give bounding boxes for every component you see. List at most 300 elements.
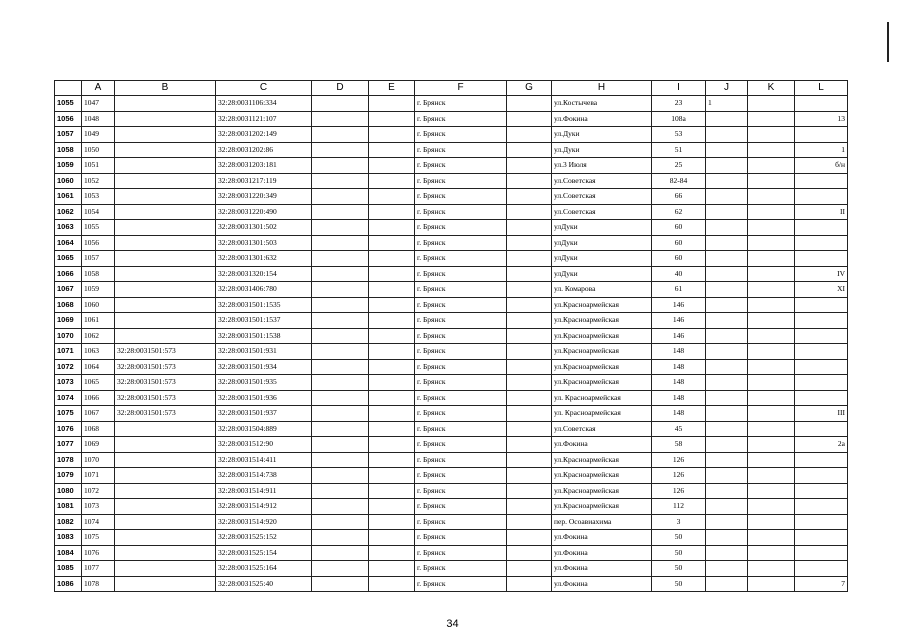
cell-d[interactable] — [312, 375, 369, 391]
cell-c[interactable]: 32:28:0031501:936 — [216, 390, 312, 406]
column-header-i[interactable]: I — [652, 81, 706, 96]
cell-h[interactable]: улДуки — [552, 251, 652, 267]
cell-i[interactable]: 23 — [652, 96, 706, 112]
cell-l[interactable]: 1 — [795, 142, 848, 158]
cell-d[interactable] — [312, 158, 369, 174]
cell-h[interactable]: улДуки — [552, 220, 652, 236]
cell-i[interactable]: 126 — [652, 468, 706, 484]
row-header[interactable]: 1086 — [55, 576, 82, 592]
cell-e[interactable] — [369, 266, 415, 282]
cell-b[interactable]: 32:28:0031501:573 — [115, 359, 216, 375]
cell-d[interactable] — [312, 421, 369, 437]
cell-d[interactable] — [312, 282, 369, 298]
cell-k[interactable] — [748, 328, 795, 344]
cell-d[interactable] — [312, 359, 369, 375]
cell-h[interactable]: ул.Красноармейская — [552, 344, 652, 360]
row-header[interactable]: 1081 — [55, 499, 82, 515]
cell-b[interactable] — [115, 173, 216, 189]
cell-h[interactable]: ул.Красноармейская — [552, 468, 652, 484]
cell-d[interactable] — [312, 406, 369, 422]
cell-d[interactable] — [312, 576, 369, 592]
cell-i[interactable]: 40 — [652, 266, 706, 282]
cell-l[interactable] — [795, 328, 848, 344]
cell-j[interactable] — [706, 406, 748, 422]
cell-e[interactable] — [369, 251, 415, 267]
cell-g[interactable] — [507, 437, 552, 453]
cell-j[interactable] — [706, 375, 748, 391]
cell-d[interactable] — [312, 111, 369, 127]
cell-c[interactable]: 32:28:0031301:503 — [216, 235, 312, 251]
cell-k[interactable] — [748, 545, 795, 561]
cell-e[interactable] — [369, 127, 415, 143]
cell-i[interactable]: 50 — [652, 530, 706, 546]
cell-h[interactable]: ул. Красноармейская — [552, 406, 652, 422]
cell-b[interactable] — [115, 499, 216, 515]
row-header[interactable]: 1080 — [55, 483, 82, 499]
cell-c[interactable]: 32:28:0031121:107 — [216, 111, 312, 127]
cell-g[interactable] — [507, 483, 552, 499]
cell-c[interactable]: 32:28:0031501:1537 — [216, 313, 312, 329]
row-header[interactable]: 1074 — [55, 390, 82, 406]
cell-i[interactable]: 60 — [652, 251, 706, 267]
cell-g[interactable] — [507, 499, 552, 515]
column-header-k[interactable]: K — [748, 81, 795, 96]
cell-b[interactable] — [115, 483, 216, 499]
cell-b[interactable] — [115, 452, 216, 468]
cell-h[interactable]: ул.Советская — [552, 204, 652, 220]
cell-i[interactable]: 146 — [652, 328, 706, 344]
cell-c[interactable]: 32:28:0031501:934 — [216, 359, 312, 375]
cell-k[interactable] — [748, 499, 795, 515]
cell-i[interactable]: 50 — [652, 545, 706, 561]
row-header[interactable]: 1066 — [55, 266, 82, 282]
cell-k[interactable] — [748, 514, 795, 530]
cell-j[interactable] — [706, 127, 748, 143]
cell-e[interactable] — [369, 468, 415, 484]
column-header-b[interactable]: B — [115, 81, 216, 96]
cell-j[interactable]: 1 — [706, 96, 748, 112]
cell-g[interactable] — [507, 359, 552, 375]
cell-e[interactable] — [369, 96, 415, 112]
cell-b[interactable]: 32:28:0031501:573 — [115, 406, 216, 422]
cell-k[interactable] — [748, 266, 795, 282]
cell-l[interactable] — [795, 220, 848, 236]
cell-b[interactable] — [115, 530, 216, 546]
cell-b[interactable]: 32:28:0031501:573 — [115, 344, 216, 360]
cell-c[interactable]: 32:28:0031501:1538 — [216, 328, 312, 344]
cell-h[interactable]: ул.Красноармейская — [552, 483, 652, 499]
cell-g[interactable] — [507, 406, 552, 422]
cell-b[interactable] — [115, 437, 216, 453]
cell-b[interactable] — [115, 468, 216, 484]
cell-j[interactable] — [706, 514, 748, 530]
cell-l[interactable] — [795, 313, 848, 329]
cell-k[interactable] — [748, 220, 795, 236]
cell-g[interactable] — [507, 251, 552, 267]
cell-b[interactable] — [115, 297, 216, 313]
cell-b[interactable] — [115, 421, 216, 437]
cell-j[interactable] — [706, 499, 748, 515]
cell-g[interactable] — [507, 189, 552, 205]
row-header[interactable]: 1062 — [55, 204, 82, 220]
cell-j[interactable] — [706, 313, 748, 329]
cell-i[interactable]: 146 — [652, 297, 706, 313]
cell-c[interactable]: 32:28:0031406:780 — [216, 282, 312, 298]
cell-k[interactable] — [748, 282, 795, 298]
cell-b[interactable]: 32:28:0031501:573 — [115, 390, 216, 406]
cell-a[interactable]: 1060 — [82, 297, 115, 313]
column-header-d[interactable]: D — [312, 81, 369, 96]
cell-i[interactable]: 82-84 — [652, 173, 706, 189]
cell-j[interactable] — [706, 359, 748, 375]
cell-c[interactable]: 32:28:0031202:86 — [216, 142, 312, 158]
cell-f[interactable]: г. Брянск — [415, 390, 507, 406]
cell-l[interactable] — [795, 483, 848, 499]
cell-l[interactable] — [795, 545, 848, 561]
cell-b[interactable] — [115, 514, 216, 530]
cell-a[interactable]: 1058 — [82, 266, 115, 282]
cell-d[interactable] — [312, 96, 369, 112]
cell-i[interactable]: 53 — [652, 127, 706, 143]
cell-a[interactable]: 1076 — [82, 545, 115, 561]
cell-h[interactable]: ул.Фокина — [552, 111, 652, 127]
cell-g[interactable] — [507, 530, 552, 546]
cell-l[interactable] — [795, 561, 848, 577]
cell-h[interactable]: ул. Красноармейская — [552, 390, 652, 406]
cell-b[interactable] — [115, 576, 216, 592]
cell-b[interactable] — [115, 251, 216, 267]
cell-h[interactable]: ул.Фокина — [552, 530, 652, 546]
row-header[interactable]: 1070 — [55, 328, 82, 344]
cell-j[interactable] — [706, 545, 748, 561]
cell-g[interactable] — [507, 421, 552, 437]
cell-f[interactable]: г. Брянск — [415, 313, 507, 329]
cell-a[interactable]: 1059 — [82, 282, 115, 298]
cell-c[interactable]: 32:28:0031525:152 — [216, 530, 312, 546]
cell-i[interactable]: 50 — [652, 576, 706, 592]
row-header[interactable]: 1068 — [55, 297, 82, 313]
cell-f[interactable]: г. Брянск — [415, 375, 507, 391]
cell-a[interactable]: 1047 — [82, 96, 115, 112]
cell-g[interactable] — [507, 220, 552, 236]
cell-b[interactable] — [115, 111, 216, 127]
cell-l[interactable]: б/н — [795, 158, 848, 174]
cell-i[interactable]: 148 — [652, 406, 706, 422]
cell-b[interactable] — [115, 545, 216, 561]
cell-g[interactable] — [507, 328, 552, 344]
row-header[interactable]: 1061 — [55, 189, 82, 205]
cell-j[interactable] — [706, 468, 748, 484]
cell-i[interactable]: 51 — [652, 142, 706, 158]
cell-b[interactable] — [115, 313, 216, 329]
cell-g[interactable] — [507, 96, 552, 112]
row-header[interactable]: 1071 — [55, 344, 82, 360]
cell-j[interactable] — [706, 344, 748, 360]
cell-g[interactable] — [507, 313, 552, 329]
cell-k[interactable] — [748, 204, 795, 220]
cell-g[interactable] — [507, 561, 552, 577]
cell-c[interactable]: 32:28:0031514:411 — [216, 452, 312, 468]
cell-h[interactable]: ул.Красноармейская — [552, 375, 652, 391]
cell-h[interactable]: ул.Красноармейская — [552, 297, 652, 313]
cell-i[interactable]: 58 — [652, 437, 706, 453]
column-header-e[interactable]: E — [369, 81, 415, 96]
row-header[interactable]: 1064 — [55, 235, 82, 251]
cell-h[interactable]: ул.Фокина — [552, 561, 652, 577]
cell-f[interactable]: г. Брянск — [415, 452, 507, 468]
cell-i[interactable]: 126 — [652, 483, 706, 499]
cell-c[interactable]: 32:28:0031301:632 — [216, 251, 312, 267]
row-header[interactable]: 1069 — [55, 313, 82, 329]
cell-e[interactable] — [369, 452, 415, 468]
cell-k[interactable] — [748, 483, 795, 499]
cell-j[interactable] — [706, 483, 748, 499]
row-header[interactable]: 1085 — [55, 561, 82, 577]
cell-b[interactable] — [115, 266, 216, 282]
cell-a[interactable]: 1078 — [82, 576, 115, 592]
cell-i[interactable]: 66 — [652, 189, 706, 205]
cell-a[interactable]: 1067 — [82, 406, 115, 422]
cell-i[interactable]: 25 — [652, 158, 706, 174]
cell-j[interactable] — [706, 561, 748, 577]
cell-f[interactable]: г. Брянск — [415, 468, 507, 484]
cell-b[interactable] — [115, 204, 216, 220]
cell-f[interactable]: г. Брянск — [415, 220, 507, 236]
cell-c[interactable]: 32:28:0031501:935 — [216, 375, 312, 391]
row-header[interactable]: 1057 — [55, 127, 82, 143]
cell-l[interactable] — [795, 530, 848, 546]
cell-k[interactable] — [748, 421, 795, 437]
cell-f[interactable]: г. Брянск — [415, 251, 507, 267]
row-header[interactable]: 1058 — [55, 142, 82, 158]
row-header[interactable]: 1065 — [55, 251, 82, 267]
cell-e[interactable] — [369, 437, 415, 453]
cell-f[interactable]: г. Брянск — [415, 111, 507, 127]
row-header[interactable]: 1084 — [55, 545, 82, 561]
cell-d[interactable] — [312, 328, 369, 344]
cell-i[interactable]: 126 — [652, 452, 706, 468]
cell-l[interactable]: 7 — [795, 576, 848, 592]
cell-k[interactable] — [748, 96, 795, 112]
cell-j[interactable] — [706, 266, 748, 282]
column-header-l[interactable]: L — [795, 81, 848, 96]
cell-k[interactable] — [748, 158, 795, 174]
cell-e[interactable] — [369, 328, 415, 344]
cell-c[interactable]: 32:28:0031203:181 — [216, 158, 312, 174]
cell-d[interactable] — [312, 561, 369, 577]
row-header[interactable]: 1059 — [55, 158, 82, 174]
cell-a[interactable]: 1069 — [82, 437, 115, 453]
cell-d[interactable] — [312, 189, 369, 205]
cell-i[interactable]: 60 — [652, 235, 706, 251]
row-header[interactable]: 1073 — [55, 375, 82, 391]
cell-d[interactable] — [312, 468, 369, 484]
cell-f[interactable]: г. Брянск — [415, 406, 507, 422]
cell-j[interactable] — [706, 452, 748, 468]
cell-h[interactable]: ул.Красноармейская — [552, 328, 652, 344]
cell-k[interactable] — [748, 437, 795, 453]
cell-g[interactable] — [507, 344, 552, 360]
cell-g[interactable] — [507, 142, 552, 158]
cell-j[interactable] — [706, 220, 748, 236]
cell-a[interactable]: 1049 — [82, 127, 115, 143]
cell-i[interactable]: 112 — [652, 499, 706, 515]
cell-e[interactable] — [369, 514, 415, 530]
cell-f[interactable]: г. Брянск — [415, 204, 507, 220]
cell-a[interactable]: 1064 — [82, 359, 115, 375]
cell-a[interactable]: 1054 — [82, 204, 115, 220]
cell-b[interactable] — [115, 235, 216, 251]
cell-a[interactable]: 1050 — [82, 142, 115, 158]
column-header-g[interactable]: G — [507, 81, 552, 96]
cell-f[interactable]: г. Брянск — [415, 576, 507, 592]
cell-g[interactable] — [507, 111, 552, 127]
cell-j[interactable] — [706, 142, 748, 158]
cell-f[interactable]: г. Брянск — [415, 545, 507, 561]
row-header[interactable]: 1063 — [55, 220, 82, 236]
cell-l[interactable]: III — [795, 406, 848, 422]
cell-h[interactable]: ул.Советская — [552, 173, 652, 189]
cell-g[interactable] — [507, 452, 552, 468]
cell-b[interactable] — [115, 158, 216, 174]
cell-i[interactable]: 148 — [652, 375, 706, 391]
cell-h[interactable]: ул.Красноармейская — [552, 452, 652, 468]
cell-a[interactable]: 1053 — [82, 189, 115, 205]
cell-h[interactable]: ул.Дуки — [552, 127, 652, 143]
cell-c[interactable]: 32:28:0031320:154 — [216, 266, 312, 282]
column-header-j[interactable]: J — [706, 81, 748, 96]
cell-a[interactable]: 1051 — [82, 158, 115, 174]
cell-c[interactable]: 32:28:0031202:149 — [216, 127, 312, 143]
cell-f[interactable]: г. Брянск — [415, 359, 507, 375]
cell-a[interactable]: 1048 — [82, 111, 115, 127]
cell-k[interactable] — [748, 561, 795, 577]
cell-k[interactable] — [748, 530, 795, 546]
cell-f[interactable]: г. Брянск — [415, 158, 507, 174]
cell-l[interactable]: IV — [795, 266, 848, 282]
cell-d[interactable] — [312, 297, 369, 313]
cell-b[interactable] — [115, 561, 216, 577]
cell-c[interactable]: 32:28:0031220:349 — [216, 189, 312, 205]
cell-f[interactable]: г. Брянск — [415, 297, 507, 313]
cell-b[interactable] — [115, 96, 216, 112]
cell-e[interactable] — [369, 189, 415, 205]
cell-l[interactable]: II — [795, 204, 848, 220]
cell-e[interactable] — [369, 297, 415, 313]
cell-g[interactable] — [507, 266, 552, 282]
cell-i[interactable]: 62 — [652, 204, 706, 220]
cell-d[interactable] — [312, 251, 369, 267]
cell-h[interactable]: улДуки — [552, 266, 652, 282]
cell-l[interactable] — [795, 127, 848, 143]
cell-l[interactable] — [795, 390, 848, 406]
cell-f[interactable]: г. Брянск — [415, 142, 507, 158]
cell-g[interactable] — [507, 468, 552, 484]
cell-e[interactable] — [369, 158, 415, 174]
cell-l[interactable] — [795, 189, 848, 205]
cell-b[interactable] — [115, 189, 216, 205]
cell-a[interactable]: 1068 — [82, 421, 115, 437]
cell-d[interactable] — [312, 220, 369, 236]
cell-f[interactable]: г. Брянск — [415, 499, 507, 515]
cell-f[interactable]: г. Брянск — [415, 235, 507, 251]
cell-f[interactable]: г. Брянск — [415, 421, 507, 437]
cell-d[interactable] — [312, 204, 369, 220]
row-header[interactable]: 1076 — [55, 421, 82, 437]
cell-j[interactable] — [706, 111, 748, 127]
cell-k[interactable] — [748, 235, 795, 251]
cell-a[interactable]: 1062 — [82, 328, 115, 344]
cell-l[interactable] — [795, 514, 848, 530]
cell-a[interactable]: 1071 — [82, 468, 115, 484]
cell-i[interactable]: 148 — [652, 344, 706, 360]
cell-j[interactable] — [706, 189, 748, 205]
cell-h[interactable]: ул.Фокина — [552, 437, 652, 453]
cell-j[interactable] — [706, 421, 748, 437]
cell-e[interactable] — [369, 235, 415, 251]
cell-l[interactable] — [795, 421, 848, 437]
cell-l[interactable] — [795, 375, 848, 391]
cell-c[interactable]: 32:28:0031512:90 — [216, 437, 312, 453]
cell-i[interactable]: 108а — [652, 111, 706, 127]
cell-c[interactable]: 32:28:0031525:40 — [216, 576, 312, 592]
row-header[interactable]: 1056 — [55, 111, 82, 127]
cell-a[interactable]: 1066 — [82, 390, 115, 406]
cell-b[interactable]: 32:28:0031501:573 — [115, 375, 216, 391]
cell-c[interactable]: 32:28:0031501:931 — [216, 344, 312, 360]
cell-b[interactable] — [115, 127, 216, 143]
cell-f[interactable]: г. Брянск — [415, 189, 507, 205]
cell-l[interactable] — [795, 96, 848, 112]
cell-k[interactable] — [748, 111, 795, 127]
cell-k[interactable] — [748, 297, 795, 313]
cell-a[interactable]: 1055 — [82, 220, 115, 236]
cell-i[interactable]: 146 — [652, 313, 706, 329]
cell-b[interactable] — [115, 220, 216, 236]
cell-a[interactable]: 1070 — [82, 452, 115, 468]
cell-h[interactable]: ул.Красноармейская — [552, 313, 652, 329]
row-header[interactable]: 1083 — [55, 530, 82, 546]
cell-k[interactable] — [748, 390, 795, 406]
cell-b[interactable] — [115, 328, 216, 344]
cell-c[interactable]: 32:28:0031514:738 — [216, 468, 312, 484]
cell-e[interactable] — [369, 173, 415, 189]
cell-e[interactable] — [369, 344, 415, 360]
cell-h[interactable]: ул.Фокина — [552, 545, 652, 561]
cell-e[interactable] — [369, 220, 415, 236]
cell-i[interactable]: 3 — [652, 514, 706, 530]
cell-c[interactable]: 32:28:0031514:912 — [216, 499, 312, 515]
cell-g[interactable] — [507, 297, 552, 313]
cell-d[interactable] — [312, 452, 369, 468]
cell-g[interactable] — [507, 204, 552, 220]
cell-a[interactable]: 1063 — [82, 344, 115, 360]
cell-e[interactable] — [369, 576, 415, 592]
cell-k[interactable] — [748, 127, 795, 143]
cell-a[interactable]: 1065 — [82, 375, 115, 391]
cell-a[interactable]: 1057 — [82, 251, 115, 267]
cell-g[interactable] — [507, 158, 552, 174]
cell-a[interactable]: 1056 — [82, 235, 115, 251]
cell-h[interactable]: пер. Осоавиахима — [552, 514, 652, 530]
cell-f[interactable]: г. Брянск — [415, 96, 507, 112]
cell-k[interactable] — [748, 359, 795, 375]
cell-c[interactable]: 32:28:0031525:164 — [216, 561, 312, 577]
cell-g[interactable] — [507, 390, 552, 406]
cell-g[interactable] — [507, 514, 552, 530]
cell-h[interactable]: ул. Комарова — [552, 282, 652, 298]
row-header[interactable]: 1060 — [55, 173, 82, 189]
